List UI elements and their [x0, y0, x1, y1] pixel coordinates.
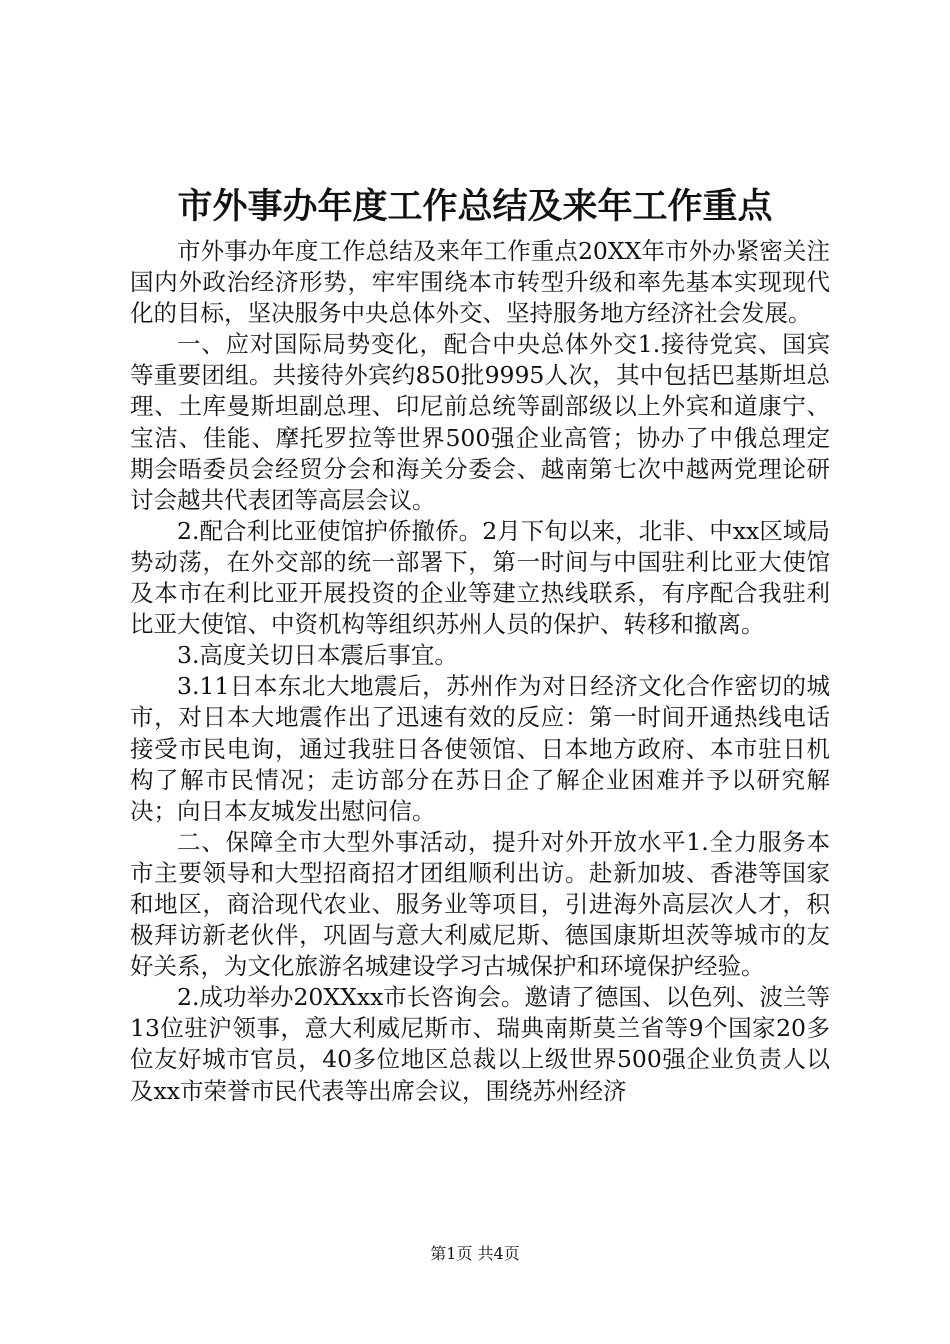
paragraph: 二、保障全市大型外事活动，提升对外开放水平1.全力服务本市主要领导和大型招商招才团组顺利出访。赴新加坡、香港等国家和地区，商洽现代农业、服务业等项目，引进海外高层次人才，积极拜访新老伙伴，巩固与意大利威尼斯、德国康斯坦茨等城市的友好关系，为文化旅游名城建设学习古城保护和环境保护经验。	[130, 827, 830, 981]
paragraph: 市外事办年度工作总结及来年工作重点20XX年市外办紧密关注国内外政治经济形势，牢牢围绕本市转型升级和率先基本实现现代化的目标，坚决服务中央总体外交、坚持服务地方经济社会发展。	[130, 237, 830, 328]
document-body	[130, 236, 830, 1107]
paragraph: 3.高度关切日本震后事宜。	[177, 641, 458, 670]
paragraph: 2.成功举办20XXxx市长咨询会。邀请了德国、以色列、波兰等13位驻沪领事，意大利威尼斯市、瑞典南斯莫兰省等9个国家20多位友好城市官员，40多位地区总裁以上级世界500强企业负责人以及xx市荣誉市民代表等出席会议，围绕苏州经济	[130, 983, 830, 1105]
paragraph: 2.配合利比亚使馆护侨撤侨。2月下旬以来，北非、中xx区域局势动荡，在外交部的统一部署下，第一时间与中国驻利比亚大使馆及本市在利比亚开展投资的企业等建立热线联系，有序配合我驻利比亚大使馆、中资机构等组织苏州人员的保护、转移和撤离。	[130, 516, 830, 639]
page-footer: 第1页 共4页	[430, 1244, 520, 1263]
document-title: 市外事办年度工作总结及来年工作重点	[177, 186, 773, 227]
paragraph: 3.11日本东北大地震后，苏州作为对日经济文化合作密切的城市，对日本大地震作出了迅速有效的反应：第一时间开通热线电话接受市民电询，通过我驻日各使领馆、日本地方政府、本市驻日机构了解市民情况；走访部分在苏日企了解企业困难并予以研究解决；向日本友城发出慰问信。	[130, 672, 830, 825]
paragraph: 一、应对国际局势变化，配合中央总体外交1.接待党宾、国宾等重要团组。共接待外宾约850批9995人次，其中包括巴基斯坦总理、土库曼斯坦副总理、印尼前总统等副部级以上外宾和道康宁、宝洁、佳能、摩托罗拉等世界500强企业高管；协办了中俄总理定期会晤委员会经贸分会和海关分委会、越南第七次中越两党理论研讨会越共代表团等高层会议。	[130, 330, 830, 514]
